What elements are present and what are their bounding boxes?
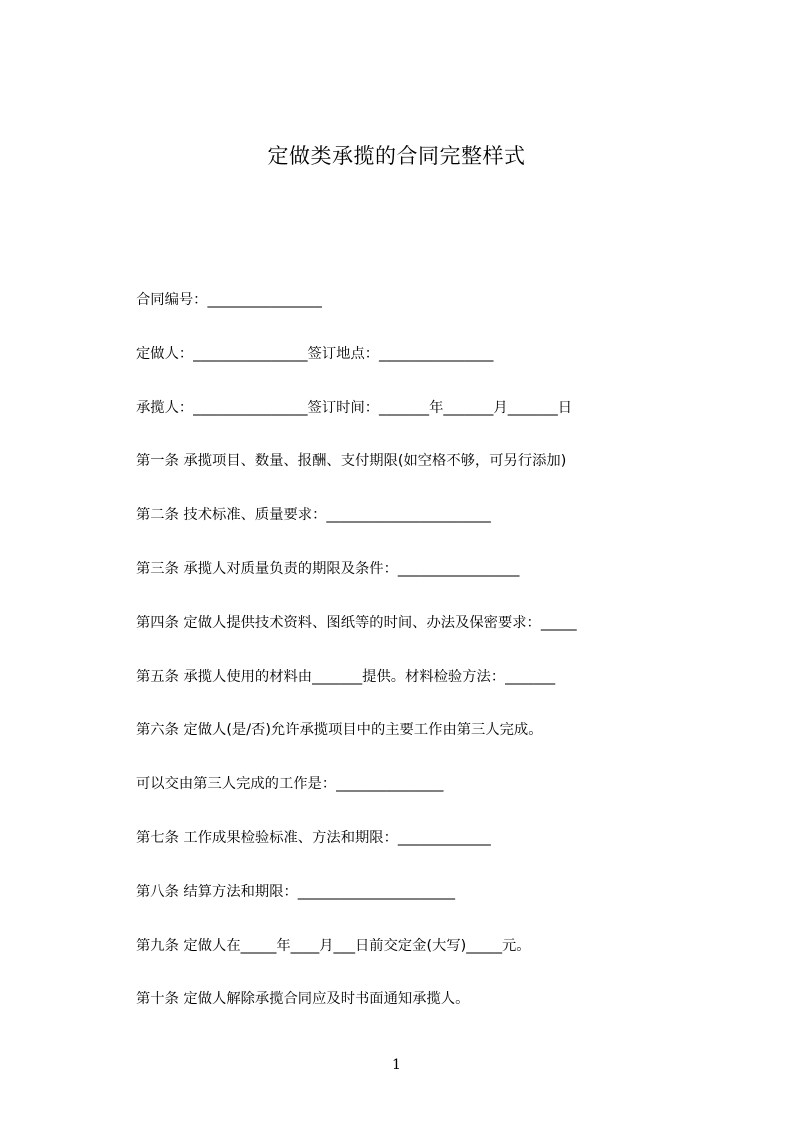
- contractor-line: 承揽人：________________签订时间：_______年_______月_______日: [136, 399, 573, 416]
- article-2: 第二条 技术标准、质量要求：_______________________: [136, 507, 491, 524]
- article-6: 第六条 定做人(是/否)允许承揽项目中的主要工作由第三人完成。: [136, 722, 543, 739]
- article-10: 第十条 定做人解除承揽合同应及时书面通知承揽人。: [136, 991, 470, 1008]
- article-7: 第七条 工作成果检验标准、方法和期限：_____________: [136, 829, 491, 846]
- contract-number-line: 合同编号：________________: [136, 292, 322, 308]
- article-4: 第四条 定做人提供技术资料、图纸等的时间、办法及保密要求：_____: [136, 614, 577, 631]
- article-3: 第三条 承揽人对质量负责的期限及条件：_________________: [136, 560, 520, 577]
- document-body: [136, 285, 656, 1038]
- article-5: 第五条 承揽人使用的材料由_______提供。材料检验方法：_______: [136, 668, 556, 685]
- orderer-line: 定做人：________________签订地点：________________: [136, 345, 494, 362]
- article-8: 第八条 结算方法和期限：______________________: [136, 883, 456, 900]
- third-party-work-line: 可以交由第三人完成的工作是：_______________: [136, 776, 444, 793]
- article-9: 第九条 定做人在_____年____月___日前交定金(大写)_____元。: [136, 937, 531, 954]
- document-title: 定做类承揽的合同完整样式: [267, 144, 526, 168]
- article-1: 第一条 承揽项目、数量、报酬、支付期限(如空格不够，可另行添加): [136, 453, 567, 470]
- page-number: 1: [392, 1057, 401, 1073]
